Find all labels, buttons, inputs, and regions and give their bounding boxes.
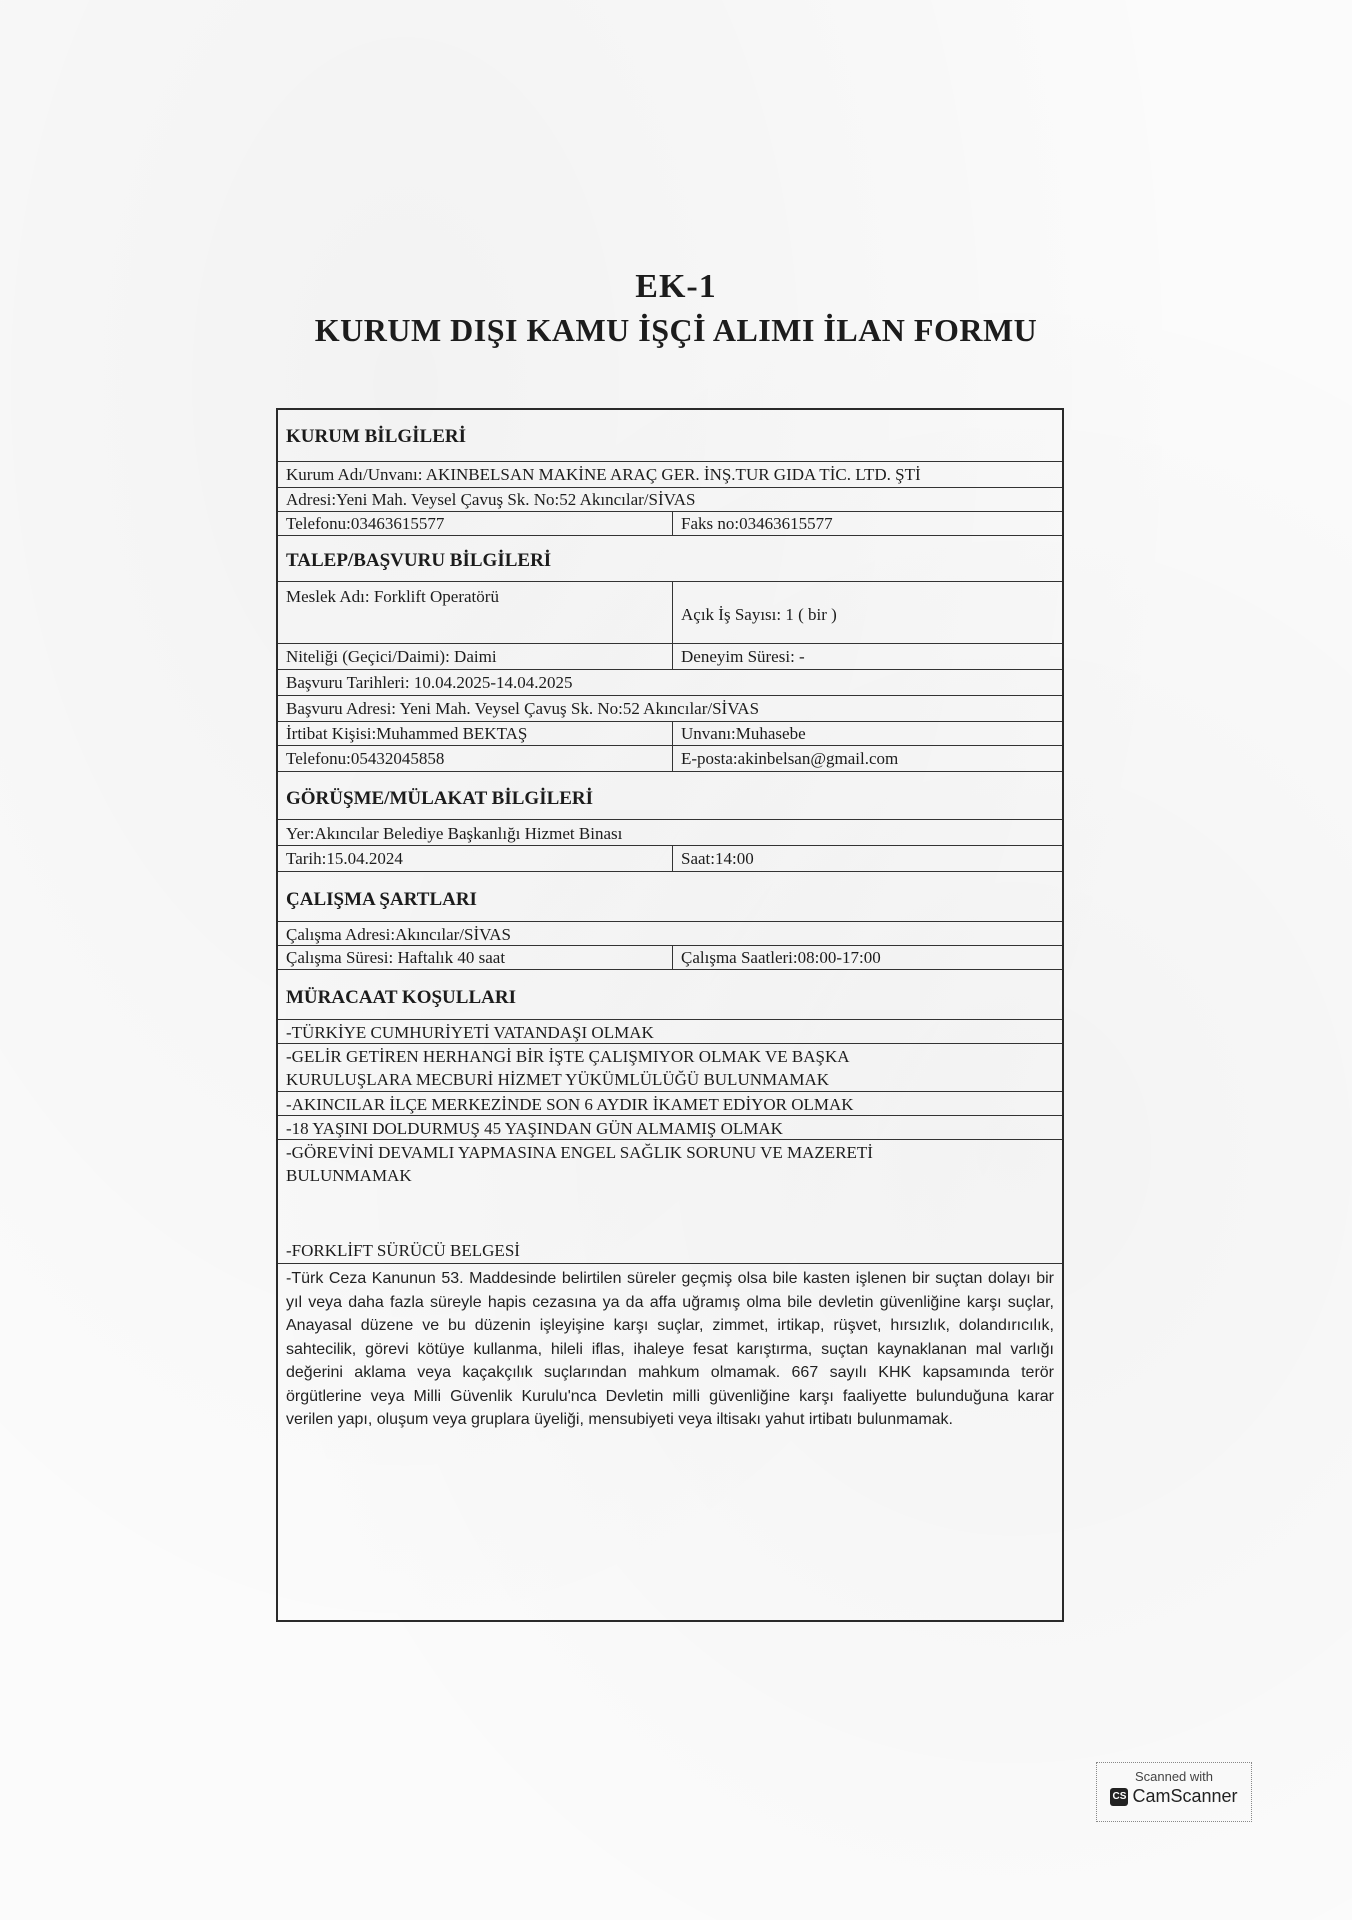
meslek-adi: Meslek Adı: Forklift Operatörü	[286, 587, 499, 606]
kosul-calismiyor-line2: KURULUŞLARA MECBURİ HİZMET YÜKÜMLÜLÜĞÜ BULUNMAMAK	[286, 1070, 830, 1089]
camscanner-name: CamScanner	[1132, 1786, 1238, 1806]
scanned-with-text: Scanned with	[1134, 1769, 1214, 1784]
meslek-row	[278, 582, 1062, 644]
gorusme-yer: Yer:Akıncılar Belediye Başkanlığı Hizmet Binası	[278, 820, 1062, 846]
section-muracaat: MÜRACAAT KOŞULLARI	[278, 970, 1062, 1020]
calisma-sure-row	[278, 946, 1062, 970]
section-talep: TALEP/BAŞVURU BİLGİLERİ	[278, 536, 1062, 582]
acik-is-sayisi: Açık İş Sayısı: 1 ( bir )	[672, 582, 1062, 643]
section-gorusme: GÖRÜŞME/MÜLAKAT BİLGİLERİ	[278, 772, 1062, 820]
irtibat-eposta: E-posta:akinbelsan@gmail.com	[672, 746, 1062, 771]
form-title: KURUM DIŞI KAMU İŞÇİ ALIMI İLAN FORMU	[314, 312, 1038, 348]
announcement-form	[276, 408, 1064, 1622]
kosul-saglik-belge	[278, 1140, 1062, 1264]
irtibat-unvan: Unvanı:Muhasebe	[672, 722, 1062, 745]
irtibat-iletisim-row	[278, 746, 1062, 772]
kurum-adres: Adresi:Yeni Mah. Veysel Çavuş Sk. No:52 Akıncılar/SİVAS	[278, 488, 1062, 512]
section-kurum: KURUM BİLGİLERİ	[278, 410, 1062, 462]
kurum-telefon: Telefonu:03463615577	[286, 514, 445, 533]
calisma-adresi: Çalışma Adresi:Akıncılar/SİVAS	[278, 922, 1062, 946]
calisma-saatleri: Çalışma Saatleri:08:00-17:00	[672, 946, 1062, 969]
deneyim-suresi: Deneyim Süresi: -	[672, 644, 1062, 669]
kosul-saglik-line2: BULUNMAMAK	[286, 1166, 412, 1185]
gorusme-zaman-row	[278, 846, 1062, 872]
kosul-saglik-line1: -GÖREVİNİ DEVAMLI YAPMASINA ENGEL SAĞLIK SORUNU VE MAZERETİ	[286, 1143, 873, 1162]
irtibat-telefon: Telefonu:05432045858	[286, 749, 445, 768]
nitelik: Niteliği (Geçici/Daimi): Daimi	[286, 647, 497, 666]
irtibat-row	[278, 722, 1062, 746]
nitelik-row	[278, 644, 1062, 670]
basvuru-tarihleri: Başvuru Tarihleri: 10.04.2025-14.04.2025	[278, 670, 1062, 696]
kosul-calismiyor-line1: -GELİR GETİREN HERHANGİ BİR İŞTE ÇALIŞMIYOR OLMAK VE BAŞKA	[286, 1047, 850, 1066]
kosul-calismiyor	[278, 1044, 1062, 1092]
camscanner-logo-icon: CS	[1110, 1788, 1128, 1806]
basvuru-adresi: Başvuru Adresi: Yeni Mah. Veysel Çavuş Sk. No:52 Akıncılar/SİVAS	[278, 696, 1062, 722]
kurum-iletisim-row	[278, 512, 1062, 536]
irtibat-kisisi: İrtibat Kişisi:Muhammed BEKTAŞ	[286, 724, 528, 743]
kosul-forklift-belgesi: -FORKLİFT SÜRÜCÜ BELGESİ	[286, 1241, 520, 1260]
gorusme-saat: Saat:14:00	[672, 846, 1062, 871]
kosul-vatandaslik: -TÜRKİYE CUMHURİYETİ VATANDAŞI OLMAK	[278, 1020, 1062, 1044]
camscanner-badge	[1096, 1762, 1252, 1822]
kurum-faks: Faks no:03463615577	[672, 512, 1062, 535]
camscanner-brand	[1097, 1786, 1251, 1807]
calisma-suresi: Çalışma Süresi: Haftalık 40 saat	[286, 948, 506, 967]
kosul-yas: -18 YAŞINI DOLDURMUŞ 45 YAŞINDAN GÜN ALMAMIŞ OLMAK	[278, 1116, 1062, 1140]
kosul-adli-sicil: -Türk Ceza Kanunun 53. Maddesinde belirtilen süreler geçmiş olsa bile kasten işlenen bir suçtan dolayı bir yıl veya daha fazla süreyle hapis cezasına ya da affa uğramış olma bile devletin güvenliğine karşı suçlar, Anayasal düzene ve bu düzenin işleyişine karşı suçlar, zimmet, irtikap, rüşvet, hırsızlık, dolandırıcılık, sahtecilik, görevi kötüye kullanma, hileli iflas, ihaleye fesat karıştırma, suçtan kaynaklanan mal varlığı değerini aklama veya kaçakçılık suçlarından mahkum olmamak. 667 sayılı KHK kapsamında terör örgütlerine veya Milli Güvenlik Kurulu'nca Devletin milli güvenliğine karşı faaliyette bulunduğuna karar verilen yapı, oluşum veya gruplara üyeliği, mensubiyeti veya iltisakı yahut irtibatı bulunmamak.	[286, 1270, 1054, 1428]
kosul-ikamet: -AKINCILAR İLÇE MERKEZİNDE SON 6 AYDIR İKAMET EDİYOR OLMAK	[278, 1092, 1062, 1116]
kurum-adi: Kurum Adı/Unvanı: AKINBELSAN MAKİNE ARAÇ GER. İNŞ.TUR GIDA TİC. LTD. ŞTİ	[278, 462, 1062, 488]
section-calisma: ÇALIŞMA ŞARTLARI	[278, 872, 1062, 922]
appendix-label: EK-1	[635, 268, 717, 305]
gorusme-tarih: Tarih:15.04.2024	[286, 849, 403, 868]
